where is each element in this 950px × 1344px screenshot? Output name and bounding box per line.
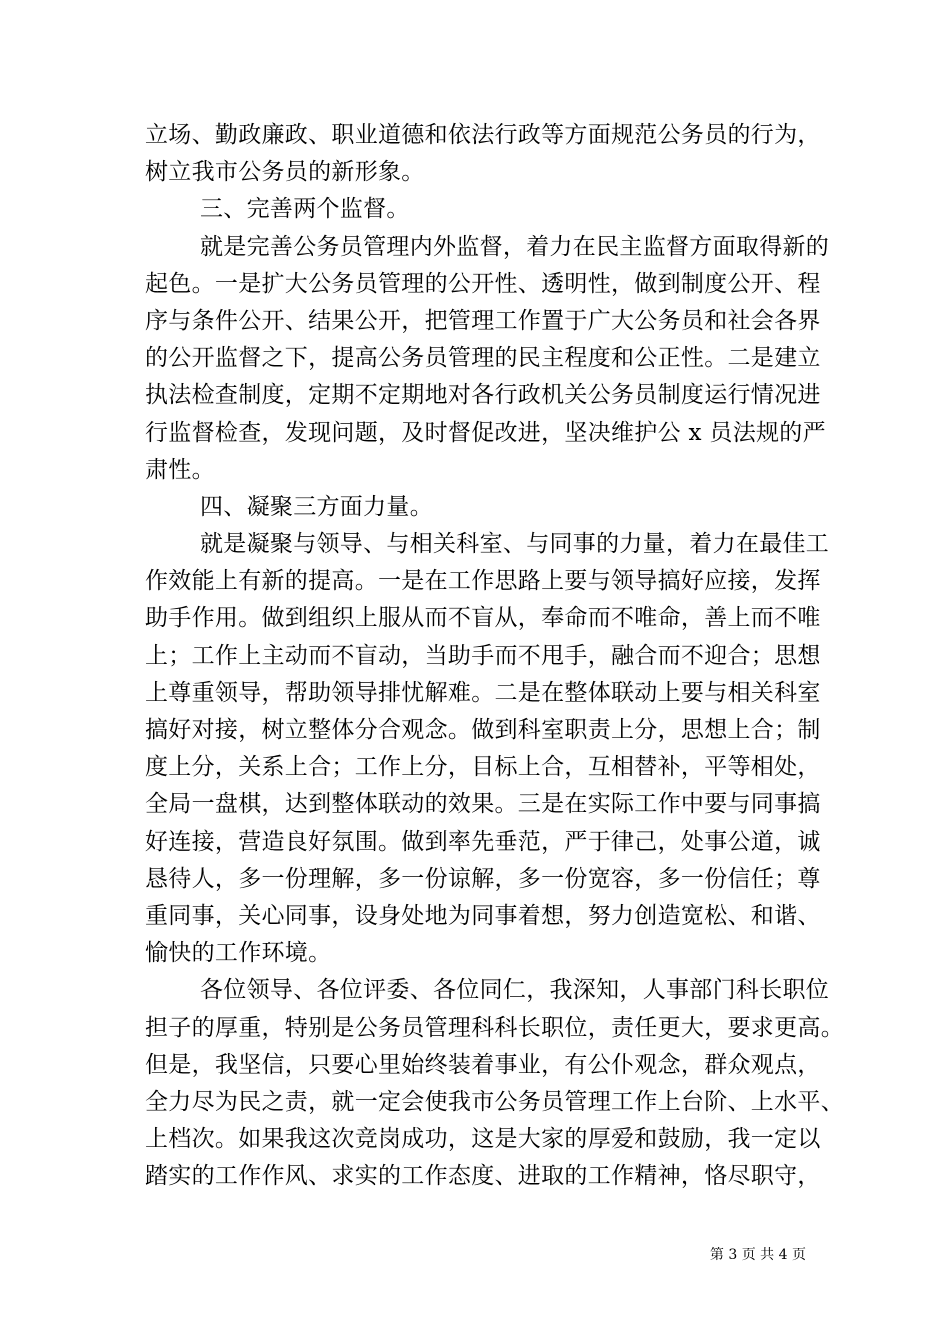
body-text — [145, 117, 844, 1195]
text-line: 各位领导、各位评委、各位同仁，我深知，人事部门科长职位 — [200, 977, 830, 1004]
text-line: 序与条件公开、结果公开，把管理工作置于广大公务员和社会各界 — [145, 307, 821, 334]
text-line: 行监督检查，发现问题，及时督促改进，坚决维护公 x 员法规的严 — [145, 419, 826, 446]
text-line: 四、凝聚三方面力量。 — [200, 493, 433, 520]
text-line: 就是完善公务员管理内外监督，着力在民主监督方面取得新的 — [200, 233, 830, 260]
text-line: 恳待人，多一份理解，多一份谅解，多一份宽容，多一份信任；尊 — [145, 865, 821, 892]
text-line: 好连接，营造良好氛围。做到率先垂范，严于律己，处事公道，诚 — [145, 828, 821, 855]
text-line: 上尊重领导，帮助领导排忧解难。二是在整体联动上要与相关科室 — [145, 679, 821, 706]
text-line: 度上分，关系上合；工作上分，目标上合，互相替补，平等相处， — [145, 754, 821, 781]
page-number: 第 3 页 共 4 页 — [709, 1247, 806, 1263]
text-line: 但是，我坚信，只要心里始终装着事业，有公仆观念，群众观点， — [145, 1051, 821, 1078]
text-line: 上档次。如果我这次竞岗成功，这是大家的厚爱和鼓励，我一定以 — [145, 1126, 821, 1153]
text-line: 立场、勤政廉政、职业道德和依法行政等方面规范公务员的行为， — [145, 122, 821, 148]
text-line: 搞好对接，树立整体分合观念。做到科室职责上分，思想上合；制 — [145, 717, 821, 743]
text-line: 全局一盘棋，达到整体联动的效果。三是在实际工作中要与同事搞 — [145, 791, 821, 818]
text-line: 踏实的工作作风、求实的工作态度、进取的工作精神，恪尽职守， — [145, 1163, 821, 1190]
text-line: 肃性。 — [145, 456, 215, 483]
text-line: 担子的厚重，特别是公务员管理科科长职位，责任更大，要求更高。 — [145, 1014, 844, 1041]
text-line: 就是凝聚与领导、与相关科室、与同事的力量，着力在最佳工 — [200, 531, 830, 558]
text-line: 起色。一是扩大公务员管理的公开性、透明性，做到制度公开、程 — [145, 270, 821, 297]
text-line: 执法检查制度，定期不定期地对各行政机关公务员制度运行情况进 — [145, 382, 821, 409]
text-line: 全力尽为民之责，就一定会使我市公务员管理工作上台阶、上水平、 — [145, 1088, 844, 1115]
text-line: 愉快的工作环境。 — [145, 940, 332, 967]
text-line: 助手作用。做到组织上服从而不盲从，奉命而不唯命，善上而不唯 — [145, 605, 821, 632]
text-line: 的公开监督之下，提高公务员管理的民主程度和公正性。二是建立 — [145, 345, 821, 372]
text-line: 作效能上有新的提高。一是在工作思路上要与领导搞好应接，发挥 — [145, 568, 821, 595]
text-line: 树立我市公务员的新形象。 — [145, 159, 425, 186]
text-line: 上；工作上主动而不盲动，当助手而不甩手，融合而不迎合；思想 — [145, 642, 821, 669]
text-line: 重同事，关心同事，设身处地为同事着想，努力创造宽松、和谐、 — [145, 902, 821, 929]
text-line: 三、完善两个监督。 — [200, 196, 410, 223]
